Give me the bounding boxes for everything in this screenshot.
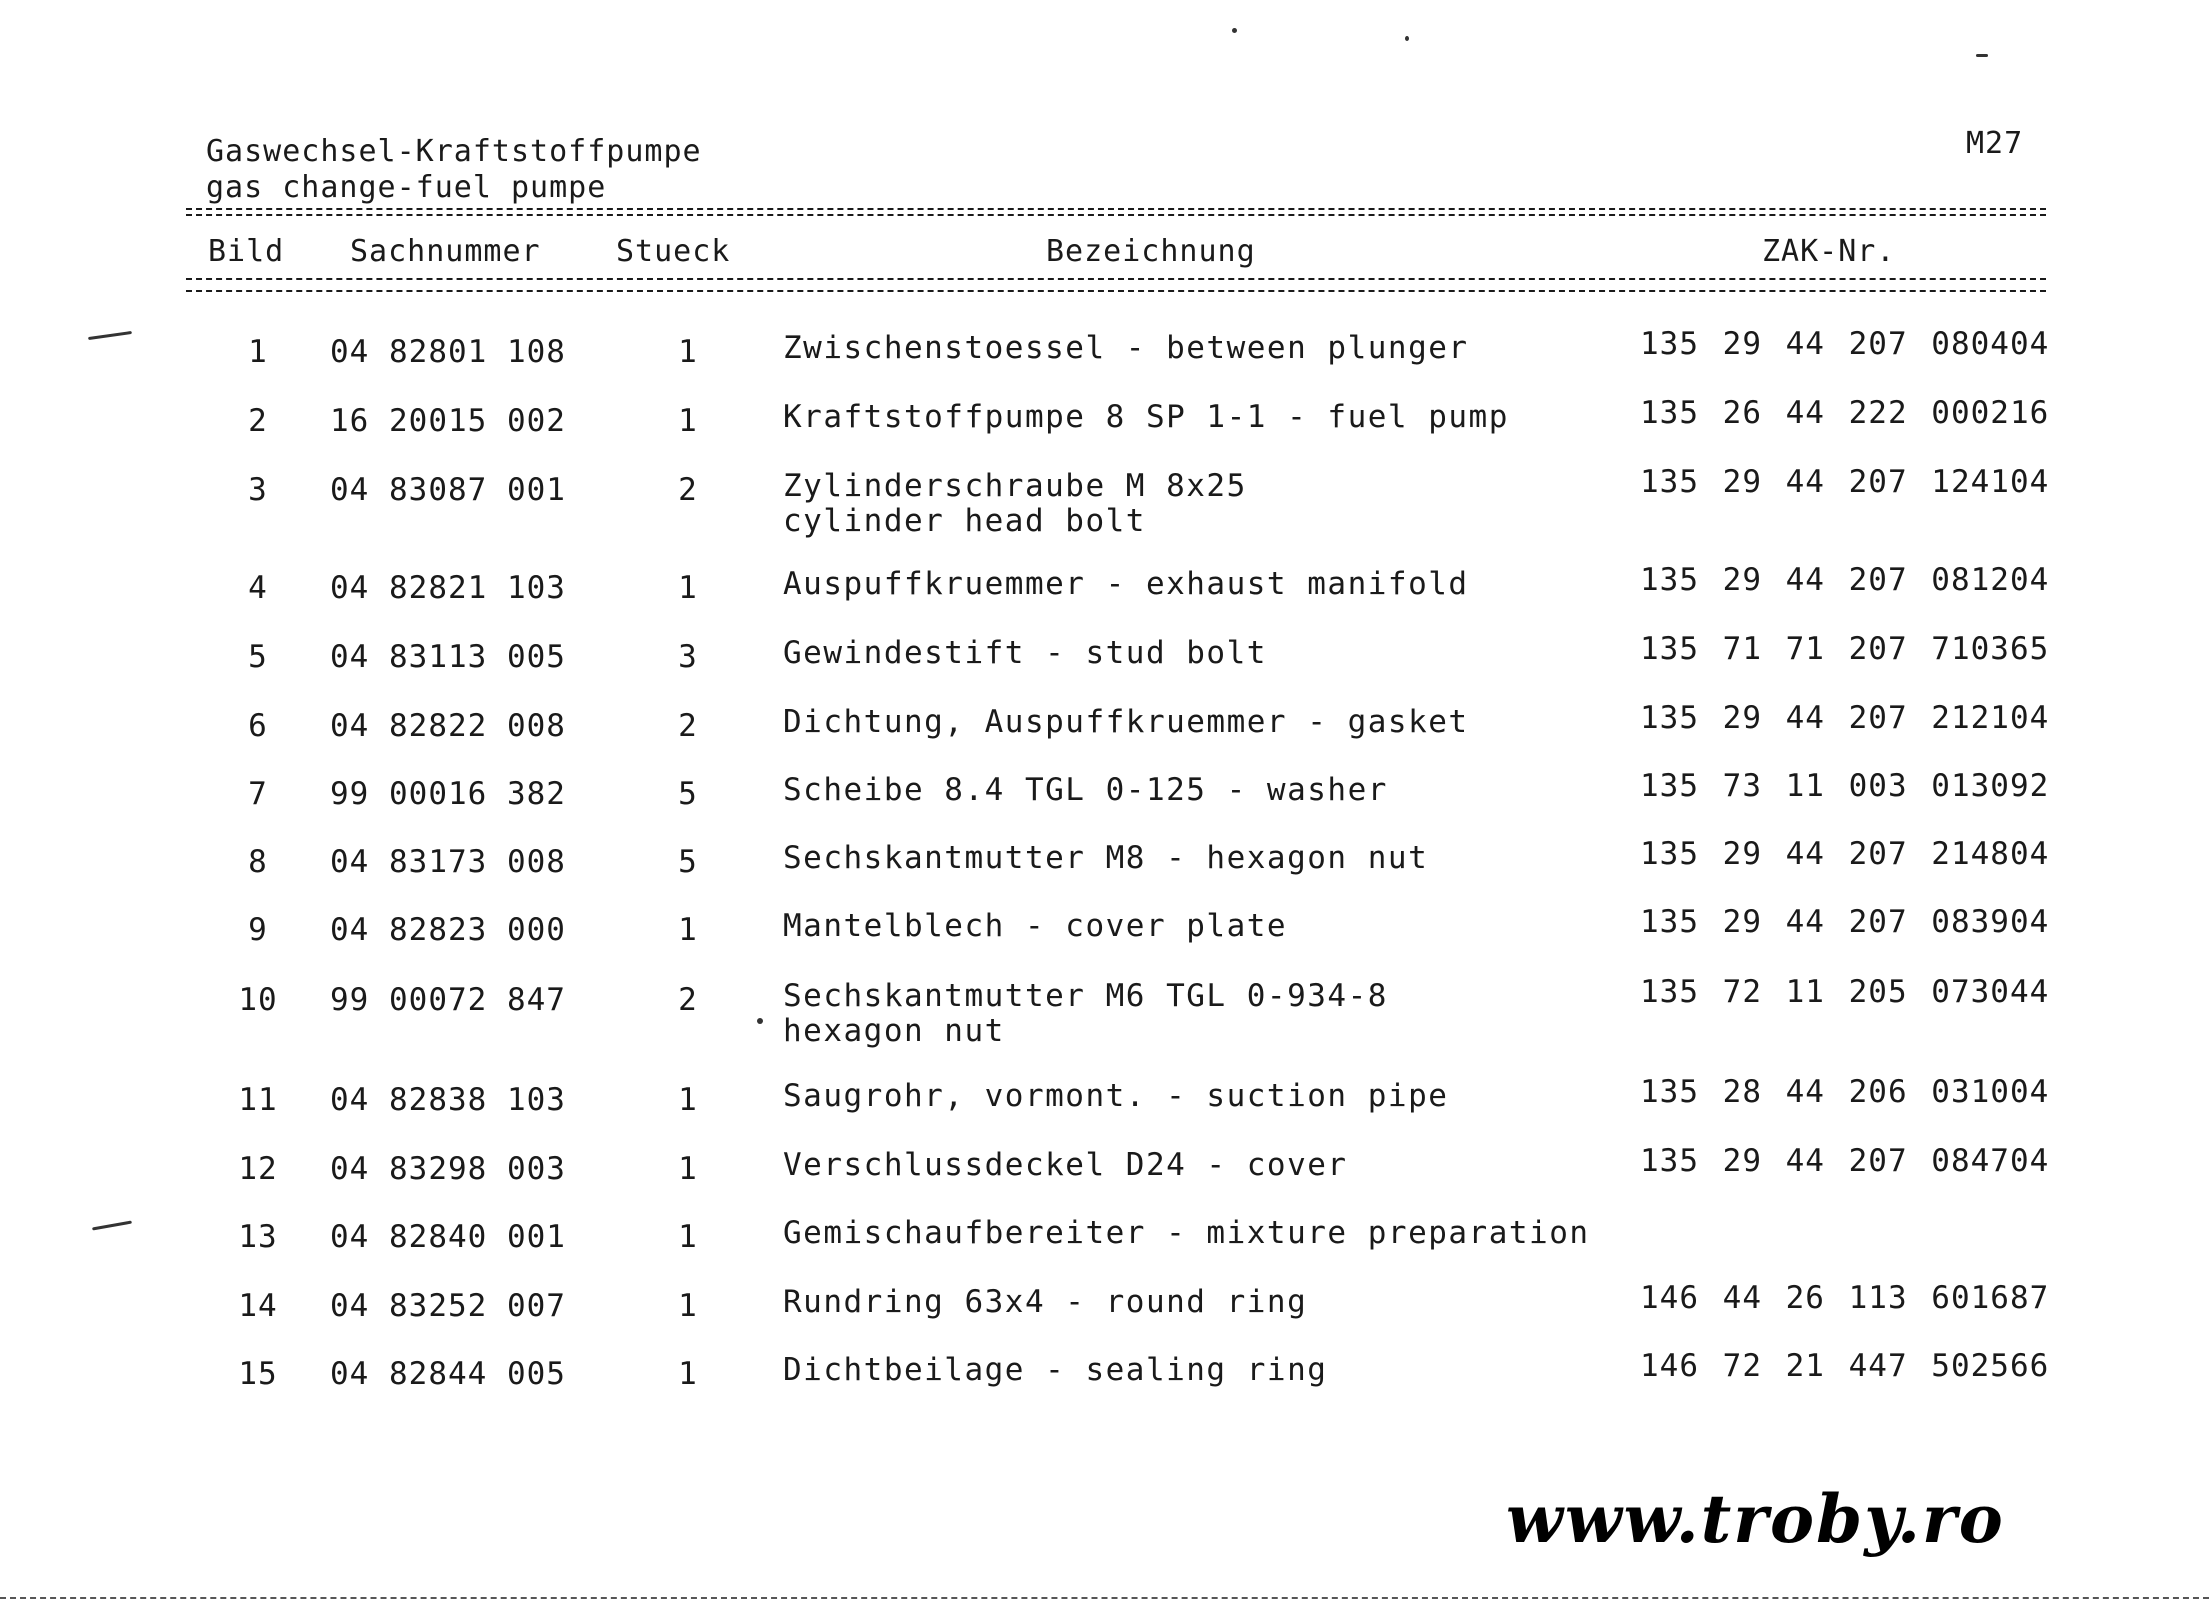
table-row (0, 464, 2209, 539)
bezeichnung-cell: Gewindestift - stud bolt (783, 635, 1267, 671)
sachnummer-cell: 04 83087 001 (330, 472, 566, 508)
stueck-cell: 5 (678, 844, 698, 880)
scan-speck (1976, 54, 1988, 57)
bild-cell: 4 (248, 570, 268, 606)
bezeichnung-cell: Zwischenstoessel - between plunger (783, 330, 1469, 366)
sachnummer-cell: 04 83298 003 (330, 1151, 566, 1187)
zak-cell: 135 29 44 207 124104 (1640, 464, 2050, 500)
table-row (0, 1280, 2209, 1332)
sachnummer-cell: 04 82823 000 (330, 912, 566, 948)
column-header-bezeichnung: Bezeichnung (1046, 234, 1256, 269)
bild-cell: 9 (248, 912, 268, 948)
bild-cell: 13 (238, 1219, 278, 1255)
bezeichnung-cell: Verschlussdeckel D24 - cover (783, 1147, 1348, 1183)
zak-cell: 135 28 44 206 031004 (1640, 1074, 2050, 1110)
stueck-cell: 1 (678, 334, 698, 370)
bild-cell: 5 (248, 639, 268, 675)
bild-cell: 7 (248, 776, 268, 812)
column-header-bild: Bild (208, 234, 285, 269)
column-header-zak: ZAK-Nr. (1762, 234, 1896, 269)
table-row (0, 1074, 2209, 1126)
sachnummer-cell: 99 00016 382 (330, 776, 566, 812)
header-rule-bottom (186, 278, 2046, 280)
sachnummer-cell: 04 82822 008 (330, 708, 566, 744)
header-rule-top (186, 208, 2046, 210)
zak-cell: 146 72 21 447 502566 (1640, 1348, 2050, 1384)
bezeichnung-cell: Gemischaufbereiter - mixture preparation (783, 1215, 1590, 1251)
bezeichnung-cell: Saugrohr, vormont. - suction pipe (783, 1078, 1449, 1114)
stueck-cell: 1 (678, 403, 698, 439)
bild-cell: 10 (238, 982, 278, 1018)
header-rule-top-2 (186, 214, 2046, 216)
sachnummer-cell: 04 82838 103 (330, 1082, 566, 1118)
sachnummer-cell: 16 20015 002 (330, 403, 566, 439)
stueck-cell: 1 (678, 1151, 698, 1187)
table-row (0, 836, 2209, 888)
document-title-english: gas change-fuel pumpe (206, 170, 607, 205)
table-row (0, 974, 2209, 1049)
sachnummer-cell: 04 82844 005 (330, 1356, 566, 1392)
bezeichnung-cell-line2: cylinder head bolt (783, 503, 1146, 539)
bezeichnung-cell-line2: hexagon nut (783, 1013, 1005, 1049)
stueck-cell: 1 (678, 1288, 698, 1324)
website-watermark: www.troby.ro (1506, 1480, 2005, 1558)
document-title-german: Gaswechsel-Kraftstoffpumpe (206, 134, 702, 169)
bild-cell: 15 (238, 1356, 278, 1392)
zak-cell: 135 29 44 207 214804 (1640, 836, 2050, 872)
bezeichnung-cell: Rundring 63x4 - round ring (783, 1284, 1308, 1320)
header-rule-bottom-2 (186, 290, 2046, 292)
column-header-sachnummer: Sachnummer (350, 234, 541, 269)
stueck-cell: 2 (678, 708, 698, 744)
bezeichnung-cell: Kraftstoffpumpe 8 SP 1-1 - fuel pump (783, 399, 1509, 435)
table-row (0, 326, 2209, 378)
zak-cell: 135 29 44 207 084704 (1640, 1143, 2050, 1179)
bild-cell: 1 (248, 334, 268, 370)
bild-cell: 2 (248, 403, 268, 439)
table-row (0, 768, 2209, 820)
stueck-cell: 1 (678, 1356, 698, 1392)
sachnummer-cell: 04 83252 007 (330, 1288, 566, 1324)
zak-cell: 135 73 11 003 013092 (1640, 768, 2050, 804)
stueck-cell: 2 (678, 472, 698, 508)
bild-cell: 12 (238, 1151, 278, 1187)
zak-cell: 135 26 44 222 000216 (1640, 395, 2050, 431)
bezeichnung-cell: Mantelblech - cover plate (783, 908, 1288, 944)
stueck-cell: 3 (678, 639, 698, 675)
sachnummer-cell: 04 83173 008 (330, 844, 566, 880)
zak-cell: 135 29 44 207 212104 (1640, 700, 2050, 736)
bezeichnung-cell: Dichtung, Auspuffkruemmer - gasket (783, 704, 1469, 740)
bild-cell: 6 (248, 708, 268, 744)
scan-speck (1232, 28, 1237, 33)
sachnummer-cell: 04 83113 005 (330, 639, 566, 675)
table-row (0, 562, 2209, 614)
column-header-stueck: Stueck (616, 234, 731, 269)
scan-speck (757, 1018, 763, 1024)
zak-cell: 135 71 71 207 710365 (1640, 631, 2050, 667)
bezeichnung-cell: Sechskantmutter M8 - hexagon nut (783, 840, 1429, 876)
page-bottom-rule (0, 1597, 2209, 1599)
bezeichnung-cell: Dichtbeilage - sealing ring (783, 1352, 1328, 1388)
table-row (0, 700, 2209, 752)
stueck-cell: 2 (678, 982, 698, 1018)
scan-speck (1405, 36, 1409, 41)
stueck-cell: 1 (678, 1082, 698, 1118)
stueck-cell: 1 (678, 1219, 698, 1255)
zak-cell: 135 29 44 207 083904 (1640, 904, 2050, 940)
stueck-cell: 1 (678, 570, 698, 606)
table-row (0, 1215, 2209, 1263)
zak-cell: 135 72 11 205 073044 (1640, 974, 2050, 1010)
zak-cell: 135 29 44 207 080404 (1640, 326, 2050, 362)
sachnummer-cell: 04 82801 108 (330, 334, 566, 370)
page-code: M27 (1966, 126, 2024, 161)
stueck-cell: 5 (678, 776, 698, 812)
bild-cell: 11 (238, 1082, 278, 1118)
table-row (0, 1348, 2209, 1400)
bild-cell: 3 (248, 472, 268, 508)
bezeichnung-cell: Sechskantmutter M6 TGL 0-934-8 (783, 978, 1388, 1014)
zak-cell: 146 44 26 113 601687 (1640, 1280, 2050, 1316)
bezeichnung-cell: Zylinderschraube M 8x25 (783, 468, 1247, 504)
table-row (0, 631, 2209, 683)
bild-cell: 8 (248, 844, 268, 880)
table-row (0, 1143, 2209, 1195)
stueck-cell: 1 (678, 912, 698, 948)
table-row (0, 395, 2209, 447)
sachnummer-cell: 04 82821 103 (330, 570, 566, 606)
bezeichnung-cell: Auspuffkruemmer - exhaust manifold (783, 566, 1469, 602)
bezeichnung-cell: Scheibe 8.4 TGL 0-125 - washer (783, 772, 1388, 808)
table-row (0, 904, 2209, 956)
sachnummer-cell: 04 82840 001 (330, 1219, 566, 1255)
sachnummer-cell: 99 00072 847 (330, 982, 566, 1018)
zak-cell: 135 29 44 207 081204 (1640, 562, 2050, 598)
bild-cell: 14 (238, 1288, 278, 1324)
